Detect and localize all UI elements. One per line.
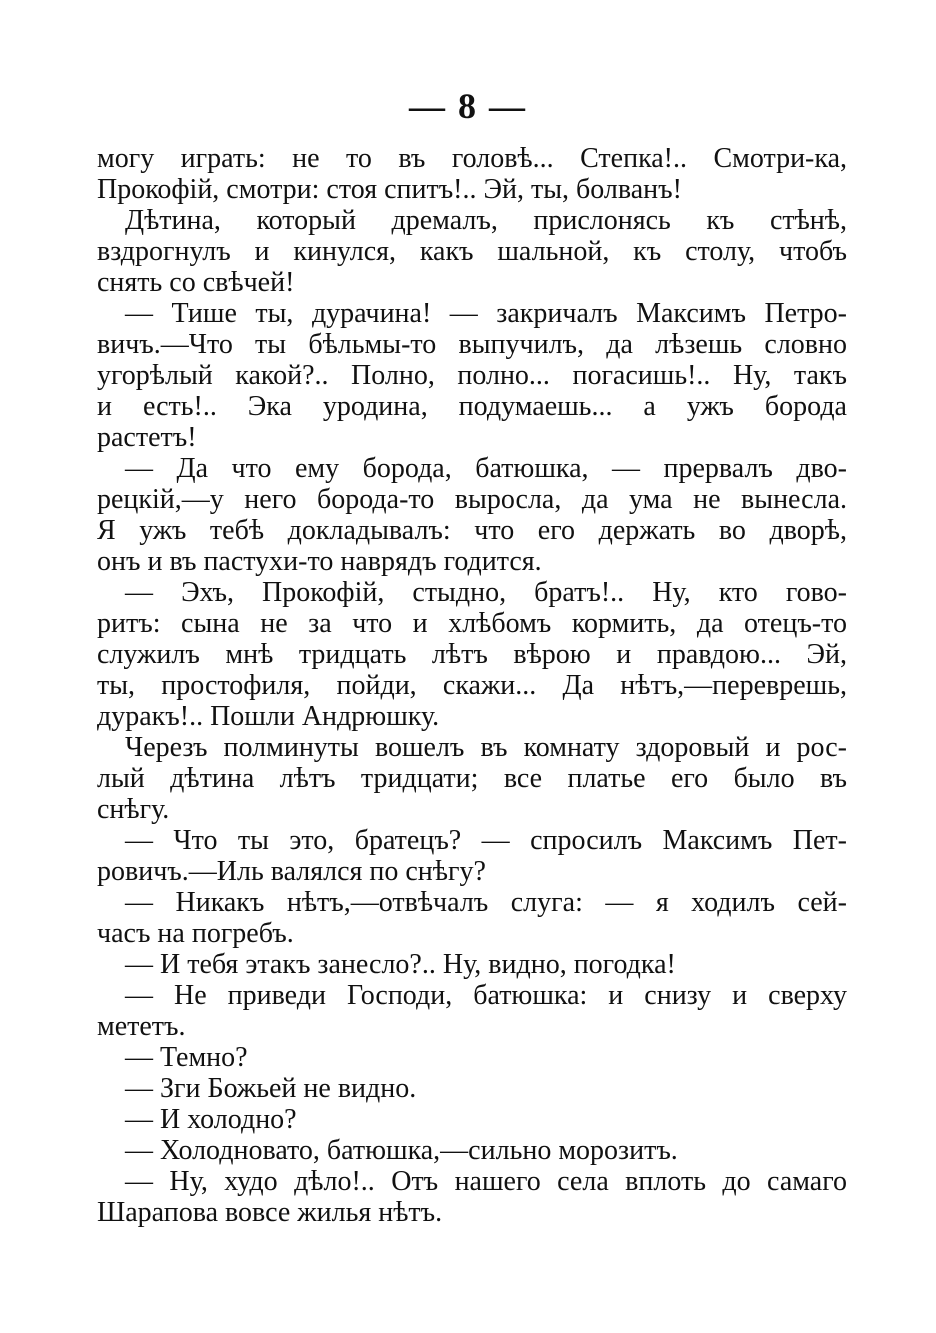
text-line: ровичъ.—Иль валялся по снѣгу? — [97, 856, 486, 887]
paragraph — [97, 887, 847, 949]
paragraph — [97, 577, 847, 732]
text-line: снять со свѣчей! — [97, 267, 295, 298]
text-line: — Ну, худо дѣло!.. Отъ нашего села вплоть до самаго — [125, 1166, 847, 1197]
paragraph — [97, 732, 847, 825]
paragraph — [97, 1073, 847, 1104]
text-line: служилъ мнѣ тридцать лѣтъ вѣрою и правдою... Эй, — [97, 639, 847, 670]
page-text — [97, 143, 847, 1228]
paragraph — [97, 1166, 847, 1228]
text-line: Черезъ полминуты вошелъ въ комнату здоровый и рос- — [125, 732, 847, 763]
text-line: — Эхъ, Прокофій, стыдно, братъ!.. Ну, кто гово- — [125, 577, 847, 608]
text-line: — Зги Божьей не видно. — [125, 1073, 417, 1104]
text-line: ты, простофиля, пойди, скажи... Да нѣтъ,—переврешь, — [97, 670, 847, 701]
text-line: — Тише ты, дурачина! — закричалъ Максимъ Петро- — [125, 298, 847, 329]
text-line: — И холодно? — [125, 1104, 297, 1135]
text-line: — Что ты это, братецъ? — спросилъ Максимъ Пет- — [125, 825, 847, 856]
text-line: ритъ: сына не за что и хлѣбомъ кормить, да отецъ-то — [97, 608, 847, 639]
paragraph — [97, 1135, 847, 1166]
paragraph — [97, 825, 847, 887]
text-line: часъ на погребъ. — [97, 918, 294, 949]
text-line: лый дѣтина лѣтъ тридцати; все платье его было въ — [97, 763, 847, 794]
text-line: — Холодновато, батюшка,—сильно морозитъ. — [125, 1135, 678, 1166]
text-line: Дѣтина, который дремалъ, прислонясь къ стѣнѣ, — [125, 205, 847, 236]
page-number: — 8 — — [409, 86, 527, 126]
text-line: Прокофій, смотри: стоя спитъ!.. Эй, ты, болванъ! — [97, 174, 682, 205]
paragraph — [97, 298, 847, 453]
text-line: вичъ.—Что ты бѣльмы-то выпучилъ, да лѣзешь словно — [97, 329, 847, 360]
text-line: — Да что ему борода, батюшка, — прервалъ дво- — [125, 453, 847, 484]
paragraph — [97, 205, 847, 298]
text-line: — Никакъ нѣтъ,—отвѣчалъ слуга: — я ходилъ сей- — [125, 887, 847, 918]
text-line: вздрогнулъ и кинулся, какъ шальной, къ столу, чтобъ — [97, 236, 847, 267]
text-line: дуракъ!.. Пошли Андрюшку. — [97, 701, 440, 732]
text-line: — Темно? — [125, 1042, 248, 1073]
text-line: снѣгу. — [97, 794, 170, 825]
text-line: онъ и въ пастухи-то наврядъ годится. — [97, 546, 542, 577]
paragraph — [97, 1042, 847, 1073]
text-line: мететъ. — [97, 1011, 186, 1042]
paragraph — [97, 1104, 847, 1135]
text-line: могу играть: не то въ головѣ... Степка!.. Смотри-ка, — [97, 143, 847, 174]
text-line: рецкій,—у него борода-то выросла, да ума не вынесла. — [97, 484, 847, 515]
text-line: — Не приведи Господи, батюшка: и снизу и сверху — [125, 980, 847, 1011]
text-line: растетъ! — [97, 422, 197, 453]
paragraph — [97, 453, 847, 577]
text-line: — И тебя этакъ занесло?.. Ну, видно, погодка! — [125, 949, 676, 980]
text-line: угорѣлый какой?.. Полно, полно... погасишь!.. Ну, такъ — [97, 360, 847, 391]
text-line: Шарапова вовсе жилья нѣтъ. — [97, 1197, 443, 1228]
paragraph — [97, 980, 847, 1042]
text-line: и есть!.. Эка уродина, подумаешь... а ужъ борода — [97, 391, 847, 422]
text-line: Я ужъ тебѣ докладывалъ: что его держать во дворѣ, — [97, 515, 847, 546]
paragraph — [97, 143, 847, 205]
paragraph — [97, 949, 847, 980]
